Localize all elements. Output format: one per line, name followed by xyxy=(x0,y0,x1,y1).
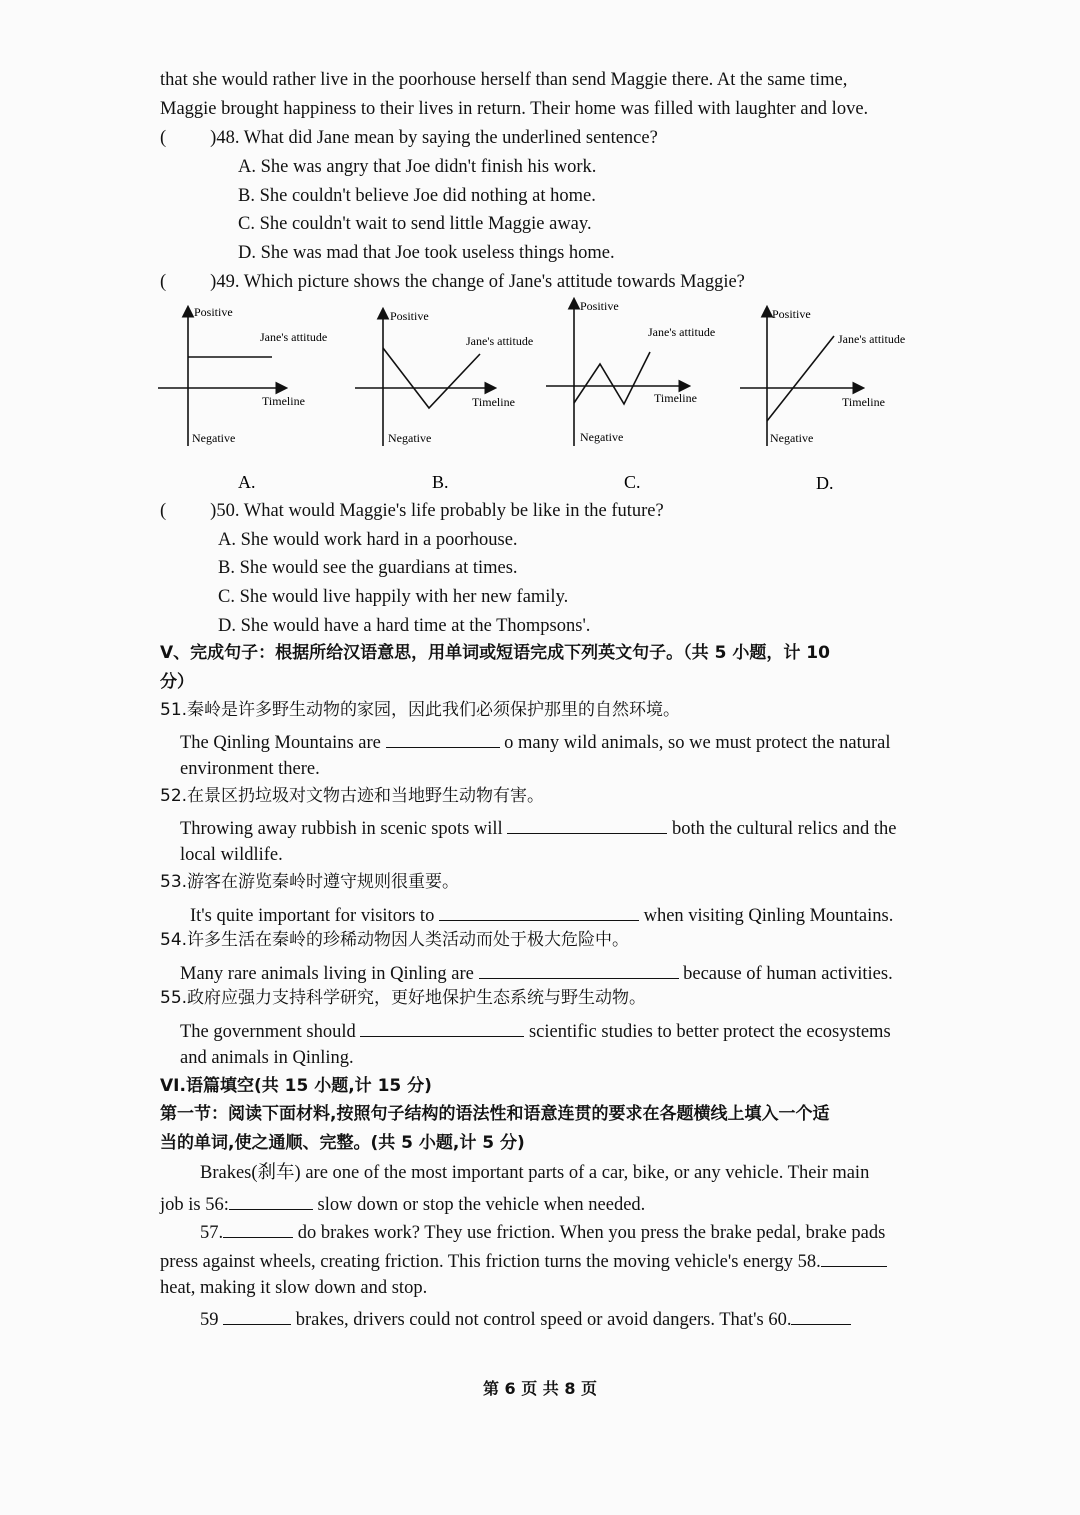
label-positive: Positive xyxy=(194,305,233,319)
graph-letter: B. xyxy=(432,472,449,492)
section6-part1-instructions-cont: 当的单词,使之通顺、完整。(共 5 小题,计 5 分) xyxy=(160,1133,525,1153)
label-series: Jane's attitude xyxy=(648,325,716,339)
section6-part1-instructions: 第一节：阅读下面材料,按照句子结构的语法性和语意连贯的要求在各题横线上填入一个适 xyxy=(160,1104,830,1124)
q48-option-a: A. She was angry that Joe didn't finish his work. xyxy=(238,157,597,177)
answer-paren-open: ( xyxy=(160,501,167,521)
section5-title: V、完成句子：根据所给汉语意思，用单词或短语完成下列英文句子。（共 5 小题，计 10 xyxy=(160,643,830,663)
passage-line-2: Maggie brought happiness to their lives in return. Their home was filled with laughter and love. xyxy=(160,99,869,119)
q54-answer-blank[interactable] xyxy=(479,962,679,979)
q51-english-cont: environment there. xyxy=(180,759,320,779)
label-timeline: Timeline xyxy=(654,391,697,405)
q55-english-cont: and animals in Qinling. xyxy=(180,1048,354,1068)
sentence-before: The Qinling Mountains are xyxy=(180,733,381,753)
q52-chinese: 52.在景区扔垃圾对文物古迹和当地野生动物有害。 xyxy=(160,786,545,806)
sentence-after: when visiting Qinling Mountains. xyxy=(643,906,894,926)
q50-option-a: A. She would work hard in a poorhouse. xyxy=(218,530,518,550)
graph-letter: A. xyxy=(238,472,256,492)
q55-answer-blank[interactable] xyxy=(360,1020,524,1037)
passage-p3-line1 xyxy=(200,1308,851,1330)
section6-title: VI.语篇填空(共 15 小题,计 15 分) xyxy=(160,1076,432,1096)
q53-english xyxy=(190,904,893,926)
graph-a[interactable] xyxy=(158,305,327,492)
page-number: 第 6 页 共 8 页 xyxy=(482,1379,598,1398)
q50-option-d: D. She would have a hard time at the Thompsons'. xyxy=(218,616,591,636)
q51-english xyxy=(180,731,891,753)
answer-paren-close: ) xyxy=(210,128,217,148)
q53-answer-blank[interactable] xyxy=(439,904,639,921)
passage-p2-line3: heat, making it slow down and stop. xyxy=(160,1278,428,1298)
q55-english xyxy=(180,1020,891,1042)
q58-answer-blank[interactable] xyxy=(821,1250,887,1267)
attitude-line xyxy=(767,336,834,421)
q54-english xyxy=(180,962,893,984)
passage-p2-line1 xyxy=(200,1221,885,1243)
label-negative: Negative xyxy=(388,431,432,445)
label-negative: Negative xyxy=(770,431,814,445)
q50-option-b: B. She would see the guardians at times. xyxy=(218,558,518,578)
graph-b[interactable] xyxy=(355,309,533,492)
sentence-before: 57. xyxy=(200,1223,224,1243)
label-positive: Positive xyxy=(772,307,811,321)
sentence-after: o many wild animals, so we must protect the natural xyxy=(504,733,891,753)
q48-option-b: B. She couldn't believe Joe did nothing at home. xyxy=(238,186,596,206)
sentence-before: Throwing away rubbish in scenic spots will xyxy=(180,819,503,839)
sentence-after: because of human activities. xyxy=(683,964,893,984)
graph-letter: C. xyxy=(624,472,641,492)
sentence-after: do brakes work? They use friction. When you press the brake pedal, brake pads xyxy=(297,1223,886,1243)
sentence-after: scientific studies to better protect the ecosystems xyxy=(528,1022,891,1042)
question-number: 59 xyxy=(200,1310,219,1330)
q50-option-c: C. She would live happily with her new family. xyxy=(218,587,569,607)
sentence-before: press against wheels, creating friction. This friction turns the moving vehicle's energy 58. xyxy=(160,1252,821,1272)
q51-answer-blank[interactable] xyxy=(386,731,500,748)
label-negative: Negative xyxy=(192,431,236,445)
q59-answer-blank[interactable] xyxy=(223,1308,291,1325)
question-stem: 48. What did Jane mean by saying the underlined sentence? xyxy=(216,128,658,148)
graph-c[interactable] xyxy=(546,299,715,492)
answer-paren-close: ) xyxy=(210,272,217,292)
q48-option-d: D. She was mad that Joe took useless things home. xyxy=(238,243,615,263)
q50-stem-line xyxy=(160,502,664,521)
attitude-line xyxy=(383,348,480,408)
graph-letter: D. xyxy=(816,473,834,493)
passage-p1-line2 xyxy=(160,1193,645,1215)
q57-answer-blank[interactable] xyxy=(223,1221,293,1238)
label-timeline: Timeline xyxy=(262,394,305,408)
q60-answer-blank[interactable] xyxy=(791,1308,851,1325)
question-stem: 49. Which picture shows the change of Jane's attitude towards Maggie? xyxy=(216,272,745,292)
label-series: Jane's attitude xyxy=(260,330,328,344)
q48-option-c: C. She couldn't wait to send little Maggie away. xyxy=(238,214,592,234)
passage-p1-line1: Brakes(刹车) are one of the most important parts of a car, bike, or any vehicle. Their main xyxy=(200,1163,870,1183)
sentence-after: brakes, drivers could not control speed or avoid dangers. That's 60. xyxy=(295,1310,792,1330)
sentence-before: Many rare animals living in Qinling are xyxy=(180,964,474,984)
label-negative: Negative xyxy=(580,430,624,444)
answer-paren-open: ( xyxy=(160,272,167,292)
attitude-graphs xyxy=(150,296,930,496)
q55-chinese: 55.政府应强力支持科学研究，更好地保护生态系统与野生动物。 xyxy=(160,988,647,1008)
sentence-before: The government should xyxy=(180,1022,356,1042)
sentence-after: slow down or stop the vehicle when needed. xyxy=(317,1195,646,1215)
q51-chinese: 51.秦岭是许多野生动物的家园，因此我们必须保护那里的自然环境。 xyxy=(160,700,681,720)
attitude-line xyxy=(574,352,650,404)
graph-d[interactable] xyxy=(740,307,905,493)
q52-answer-blank[interactable] xyxy=(507,817,667,834)
q54-chinese: 54.许多生活在秦岭的珍稀动物因人类活动而处于极大危险中。 xyxy=(160,930,630,950)
answer-paren-close: ) xyxy=(210,501,217,521)
label-series: Jane's attitude xyxy=(466,334,534,348)
answer-paren-open: ( xyxy=(160,128,167,148)
q52-english xyxy=(180,817,896,839)
q53-chinese: 53.游客在游览秦岭时遵守规则很重要。 xyxy=(160,872,460,892)
q49-stem-line xyxy=(160,273,745,292)
section5-title-cont: 分） xyxy=(160,672,194,692)
label-timeline: Timeline xyxy=(842,395,885,409)
q52-english-cont: local wildlife. xyxy=(180,845,283,865)
label-positive: Positive xyxy=(580,299,619,313)
label-timeline: Timeline xyxy=(472,395,515,409)
label-series: Jane's attitude xyxy=(838,332,906,346)
q56-answer-blank[interactable] xyxy=(229,1193,313,1210)
q48-stem-line xyxy=(160,129,658,148)
label-positive: Positive xyxy=(390,309,429,323)
sentence-before: job is 56: xyxy=(160,1195,229,1215)
sentence-after: both the cultural relics and the xyxy=(671,819,897,839)
passage-line-1: that she would rather live in the poorhouse herself than send Maggie there. At the same time, xyxy=(160,70,848,90)
sentence-before: It's quite important for visitors to xyxy=(190,906,435,926)
question-stem: 50. What would Maggie's life probably be like in the future? xyxy=(216,501,664,521)
passage-p2-line2 xyxy=(160,1250,887,1272)
